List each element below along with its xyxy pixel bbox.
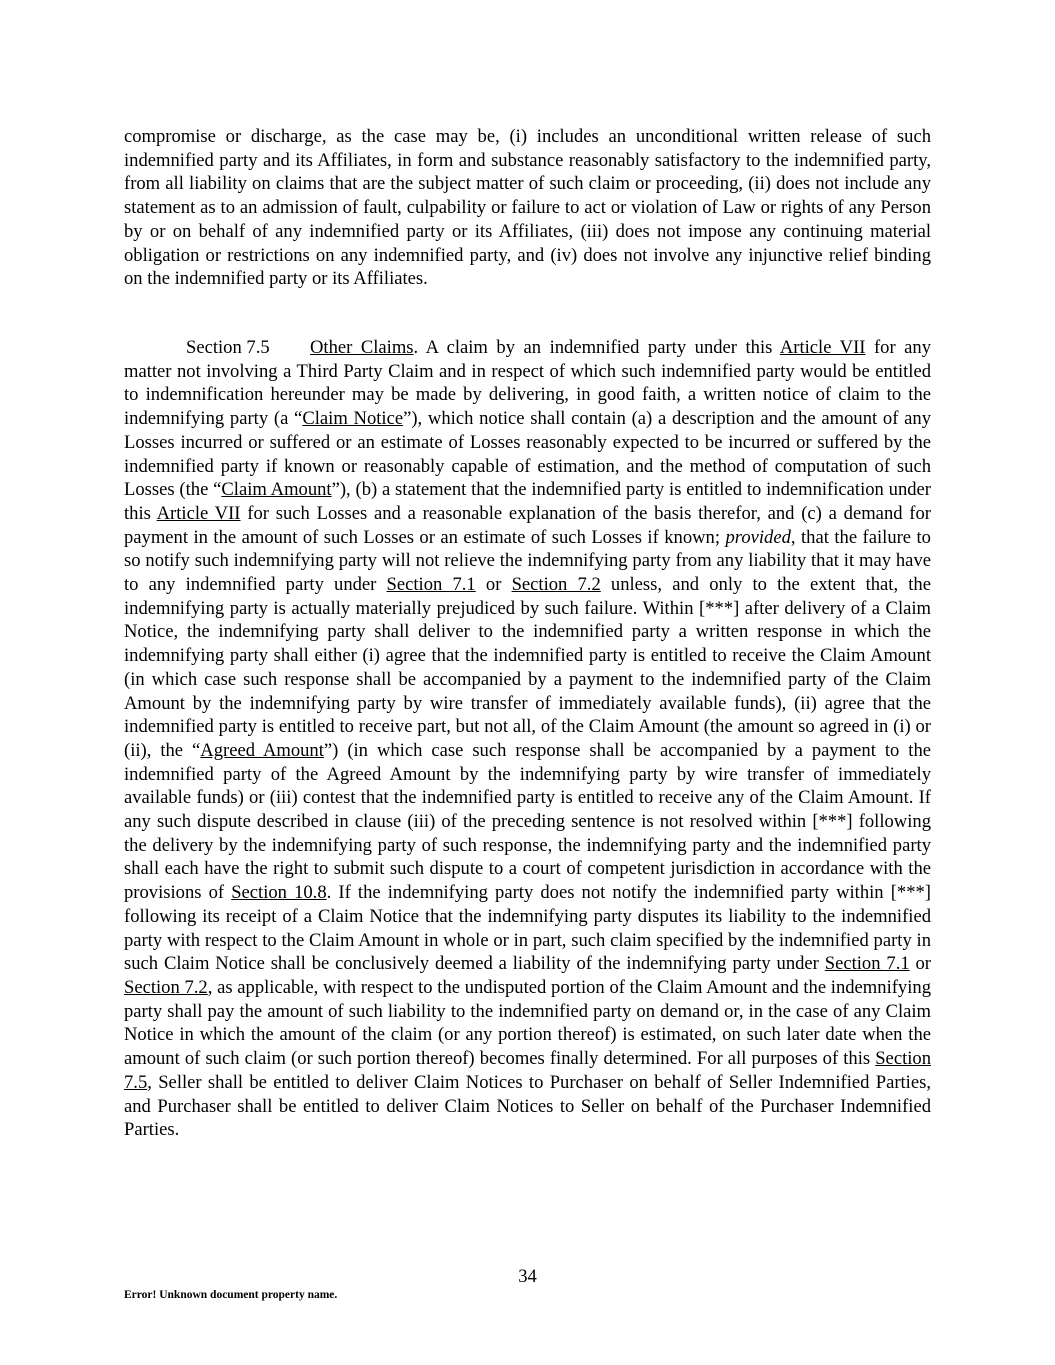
text-run: or [909,953,931,975]
text-run: or [475,574,512,596]
section-title: Other Claims [310,337,414,358]
ref-article-vii: Article VII [779,337,866,358]
paragraph-continuation: compromise or discharge, as the case may be, (i) includes an unconditional written release of such indemnified party and its Affiliates, in form and substance reasonably satisfactory to the indemnified party, from all liability on claims that are the subject matter of such claim or proceeding, (ii) does not include any statement as to an admission of fault, culpability or failure to act or violation of Law or rights of any Person by or on behalf of any indemnified party or its Affiliates, (iii) does not impose any continuing material obligation or restrictions on any indemnified party, and (iv) does not involve any injunctive relief binding on the indemnified party or its Affiliates. [124,126,931,290]
defined-term-agreed-amount: Agreed Amount [200,739,324,761]
text-run: , as applicable, with respect to the undisputed portion of the Claim Amount and the indemnifying party shall pay the amount of such liability to the indemnified party on demand or, in the case of any Claim Notice in which the amount of the claim (or any portion thereof) is estimated, on such later date when the amount of such claim (or such portion thereof) becomes finally determined. For all purposes of this [124,976,931,1070]
ref-section-7-1: Section 7.1 [386,574,476,596]
ref-section-7-1: Section 7.1 [824,953,910,975]
ref-section-10-8: Section 10.8 [231,882,327,904]
text-run: for such Losses and a reasonable explanation of the basis therefor, and (c) a demand for payment in the amount of such Losses or an estimate of such Losses if known; [124,502,931,548]
text-run: , that the failure to so notify such indemnifying party will not relieve the indemnifying party from any liability that it may have to any indemnified party under [124,526,931,596]
page-number: 34 [518,1266,537,1287]
text-run: ”), which notice shall contain (a) a description and the amount of any Losses incurred or suffered or an estimate of Losses reasonably expected to be incurred or suffered by the indemnified party if known or reasonably capable of estimation, and the method of computation of such Losses (the “ [124,408,931,501]
section-number: Section 7.5 [186,337,270,358]
text-run: . A claim by an indemnified party under this [413,337,780,358]
text-run: ”) (in which case such response shall be accompanied by a payment to the indemnified party of the Agreed Amount by the indemnifying party by wire transfer of immediately available funds) or (iii) contest that the indemnified party is entitled to receive any of the Claim Amount. If any such dispute described in clause (iii) of the preceding sentence is not resolved within [***] following the delivery by the indemnifying party of such response, the indemnifying party and the indemnified party shall each have the right to submit such dispute to a court of competent jurisdiction in accordance with the provisions of [124,739,931,904]
text-run: , Seller shall be entitled to deliver Claim Notices to Purchaser on behalf of Seller Indemnified Parties, and Purchaser shall be entitled to deliver Claim Notices to Seller on behalf of the Purchaser Indemnified Parties. [124,1071,931,1141]
text-run: . If the indemnifying party does not notify the indemnified party within [***] following its receipt of a Claim Notice that the indemnifying party disputes its liability to the indemnified party with respect to the Claim Amount in whole or in part, such claim specified by the indemnified party in such Claim Notice shall be conclusively deemed a liability of the indemnifying party under [124,882,931,975]
text-run: for any matter not involving a Third Party Claim and in respect of which such indemnified party would be entitled to indemnification hereunder may be made by delivering, in good faith, a written notice of claim to the indemnifying party (a “ [124,337,932,430]
defined-term-claim-notice: Claim Notice [302,408,404,430]
section-7-5-paragraph [124,336,931,1142]
footer-error-text: Error! Unknown document property name. [124,1289,338,1301]
text-run: unless, and only to the extent that, the indemnifying party is actually materially prejudiced by such failure. Within [***] after delivery of a Claim Notice, the indemnifying party shall deliver to the indemnified party a written response in which the indemnifying party shall either (i) agree that the indemnified party is entitled to receive the Claim Amount (in which case such response shall be accompanied by a payment to the indemnified party of the Claim Amount by the indemnifying party by wire transfer of immediately available funds), (ii) agree that the indemnified party is entitled to receive part, but not all, of the Claim Amount (the amount so agreed in (i) or (ii), the “ [124,574,931,761]
ref-section-7-2: Section 7.2 [511,574,601,596]
provided-term: provided [725,526,791,548]
ref-section-7-2: Section 7.2 [124,976,208,998]
text-run: ”), (b) a statement that the indemnified party is entitled to indemnification under this [124,479,931,524]
defined-term-claim-amount: Claim Amount [221,479,332,501]
ref-section-7-5: Section 7.5 [124,1048,931,1093]
ref-article-vii: Article VII [156,502,241,524]
